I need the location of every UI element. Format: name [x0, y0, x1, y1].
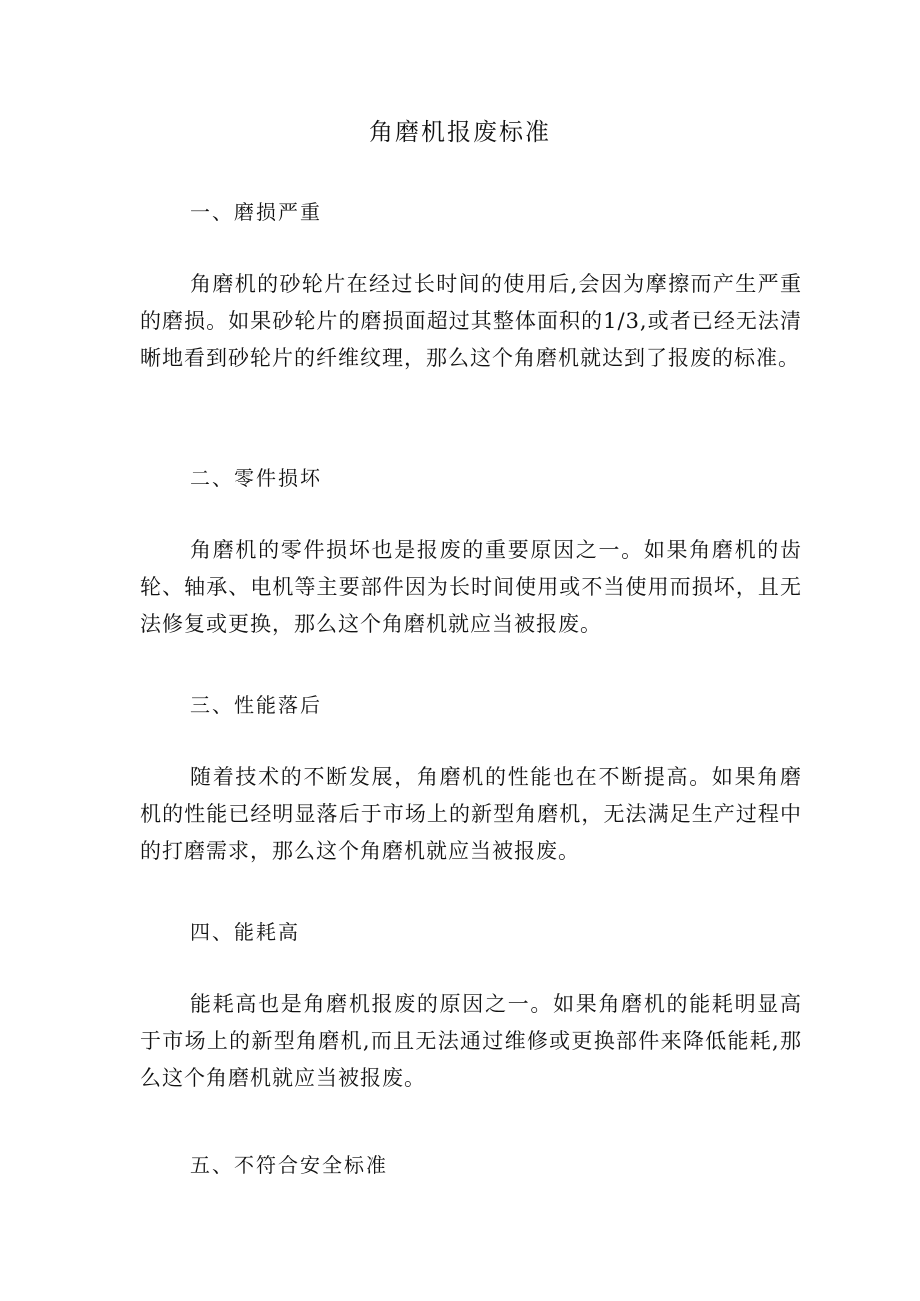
- section-paragraph: 随着技术的不断发展，角磨机的性能也在不断提高。如果角磨机的性能已经明显落后于市场上的新型角磨机，无法满足生产过程中的打磨需求，那么这个角磨机就应当被报废。: [140, 765, 802, 863]
- section-paragraph: 能耗高也是角磨机报废的原因之一。如果角磨机的能耗明显高于市场上的新型角磨机,而且无法通过维修或更换部件来降低能耗,那么这个角磨机就应当被报废。: [140, 992, 802, 1090]
- section-heading: 三、性能落后: [190, 693, 322, 717]
- section-paragraph: 角磨机的砂轮片在经过长时间的使用后,会因为摩擦而产生严重的磨损。如果砂轮片的磨损面超过其整体面积的1/3,或者已经无法清晰地看到砂轮片的纤维纹理，那么这个角磨机就达到了报废的标准。: [140, 272, 802, 370]
- section-heading: 一、磨损严重: [190, 200, 322, 224]
- section-heading: 二、零件损坏: [190, 466, 322, 490]
- section-heading: 五、不符合安全标准: [190, 1153, 388, 1177]
- section-paragraph: 角磨机的零件损坏也是报废的重要原因之一。如果角磨机的齿轮、轴承、电机等主要部件因为长时间使用或不当使用而损坏，且无法修复或更换，那么这个角磨机就应当被报废。: [140, 538, 802, 636]
- section-heading: 四、能耗高: [190, 920, 300, 944]
- document-title: 角磨机报废标准: [369, 118, 551, 146]
